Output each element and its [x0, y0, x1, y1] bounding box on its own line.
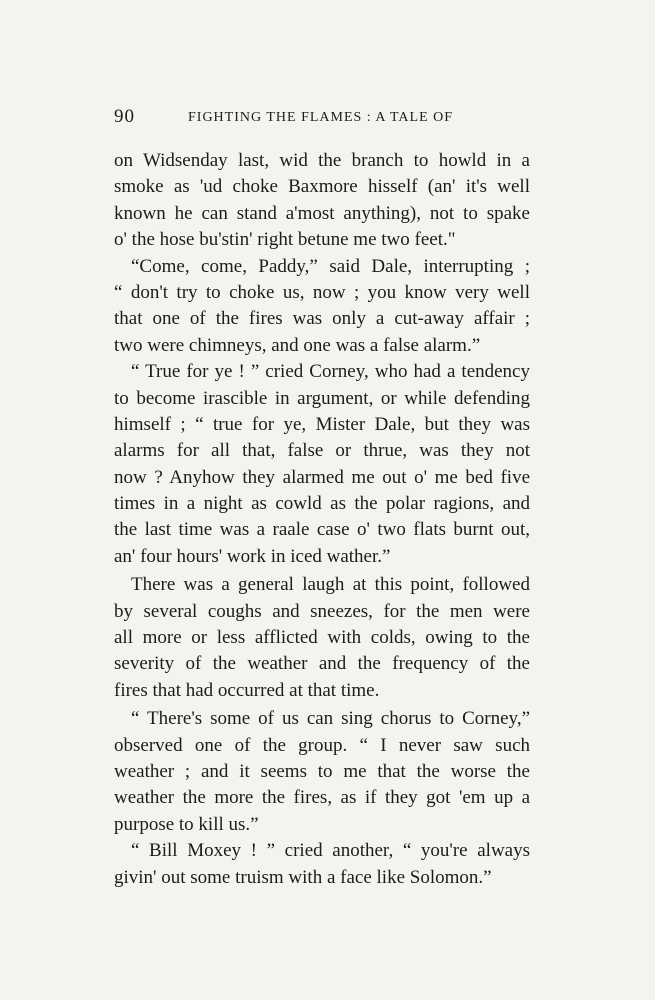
text-line: “ don't try to choke us, now ; you know very well — [114, 281, 530, 303]
text-line: an' four hours' work in iced wather.” — [114, 545, 391, 567]
running-head-title: FIGHTING THE FLAMES : A TALE OF — [188, 110, 454, 125]
text-line: two were chimneys, and one was a false alarm.” — [114, 334, 481, 356]
text-line: “ True for ye ! ” cried Corney, who had a tendency — [131, 361, 530, 383]
text-line: severity of the weather and the frequency of the — [114, 653, 530, 675]
text-line: the last time was a raale case o' two flats burnt out, — [114, 519, 530, 541]
text-line: fires that had occurred at that time. — [114, 679, 380, 701]
text-line: purpose to kill us.” — [114, 813, 259, 835]
page-number: 90 — [114, 106, 135, 127]
text-line: There was a general laugh at this point, followed — [131, 574, 530, 596]
text-line: all more or less afflicted with colds, owing to the — [114, 627, 530, 649]
text-line: himself ; “ true for ye, Mister Dale, but they was — [114, 413, 530, 435]
text-line: known he can stand a'most anything), not to spake — [114, 202, 530, 224]
text-line: to become irascible in argument, or while defending — [114, 387, 530, 409]
running-head — [114, 106, 554, 130]
text-line: “ Bill Moxey ! ” cried another, “ you're always — [131, 840, 530, 862]
body-text — [114, 148, 530, 891]
text-line: o' the hose bu'stin' right betune me two feet." — [114, 229, 456, 251]
text-line: that one of the fires was only a cut-away affair ; — [114, 308, 530, 330]
text-line: now ? Anyhow they alarmed me out o' me bed five — [114, 466, 530, 488]
text-line: smoke as 'ud choke Baxmore hisself (an' it's well — [114, 176, 530, 198]
text-line: times in a night as cowld as the polar ragions, and — [114, 493, 530, 515]
text-line: weather the more the fires, as if they got 'em up a — [114, 787, 530, 809]
text-line: “Come, come, Paddy,” said Dale, interrupting ; — [131, 255, 530, 277]
text-line: givin' out some truism with a face like Solomon.” — [114, 866, 492, 888]
text-line: alarms for all that, false or thrue, was they not — [114, 440, 530, 462]
text-line: on Widsenday last, wid the branch to howld in a — [114, 150, 530, 171]
text-line: observed one of the group. “ I never saw such — [114, 734, 530, 756]
text-line: by several coughs and sneezes, for the men were — [114, 600, 530, 622]
text-line: “ There's some of us can sing chorus to Corney,” — [131, 708, 530, 730]
text-line: weather ; and it seems to me that the worse the — [114, 760, 530, 782]
